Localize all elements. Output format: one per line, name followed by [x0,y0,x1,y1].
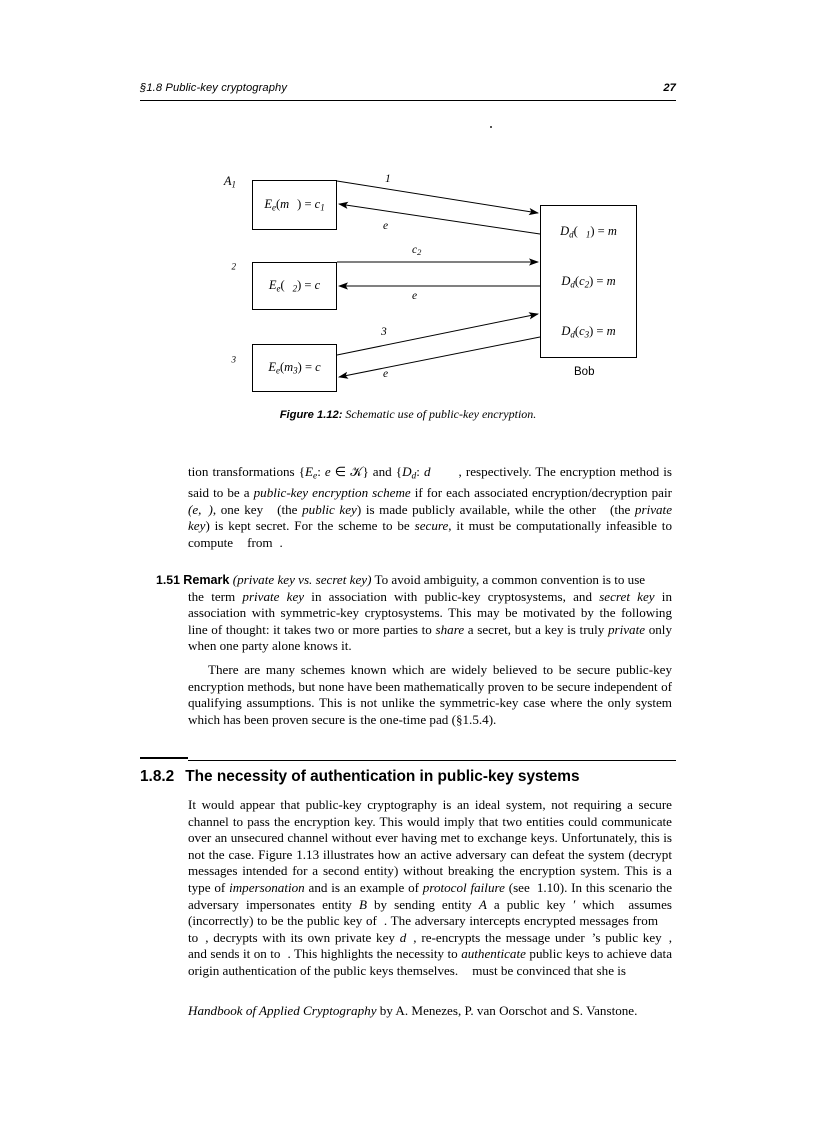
figure-1-12 [140,110,676,430]
encrypt-box-2 [252,262,337,310]
paragraph-transformations-text: tion transformations {$E_e$: e ∈ 𝒦} and {$D_d$: d , respectively. The encryption method is said to be a public-key encryption scheme if for each associated encryption/decryption pair (e, ), one key (the public key) is made publicly available, while the other (the private key) is kept secret. For the scheme to be secure, it must be computationally infeasible to compute from . [188,464,673,550]
arrow-label-mid-out: $c_2$ [412,244,422,258]
arrow-label-bot-out: 3 [381,326,387,338]
encrypt-box-3-expr: $E_e(m_3) = c$ [268,360,321,376]
entity-label-bob: Bob [574,366,595,378]
paragraph-necessity-text: It would appear that public-key cryptography is an ideal system, not requiring a secure channel to pass the encryption key. This would imply that two entities could communicate over an unsecured channel without ever having met to exchange keys. Unfortunately, this is not the case. Figure 1.13 illustrates how an active adversary can defeat the system (decrypt messages intended for a second entity) without breaking the encryption system. This is a type of impersonation and is an example of protocol failure (see 1.10). In this scenario the adversary impersonates entity B by sending entity A a public key ′ which assumes (incorrectly) to be the public key of . The adversary intercepts encrypted messages fromto , decrypts with its own private key d , re-encrypts the message under ’s public key , and sends it on to . This highlights the necessity to authenticate public keys to achieve data origin authentication of the public keys themselves. must be convinced that she is [188,797,673,978]
encrypt-box-1 [252,180,337,230]
arrow-label-bot-in: e [383,368,389,380]
paragraph-necessity [188,797,672,980]
encrypt-box-3 [252,344,337,392]
arrow-label-mid-in: e [412,290,418,302]
running-head-section: §1.8 Public-key cryptography [140,82,288,94]
figure-caption-label: Figure 1.12: [279,409,343,421]
entity-label-a1: $A_1$ [223,174,236,190]
footer-attribution: by A. Menezes, P. van Oorschot and S. Vanstone. [376,1003,638,1018]
running-head-rule [140,100,676,101]
section-number: 1.8.2 [140,768,175,785]
remark-keyword: Remark [183,573,230,587]
decrypt-line-1: $D_d$( $_1$) = m [560,223,617,239]
section-title: The necessity of authentication in public-key systems [185,768,580,785]
section-heading-1-8-2 [140,768,676,786]
arrow-label-top-in: e [383,220,389,232]
section-rule-short [140,757,188,759]
paragraph-transformations [188,464,672,551]
remark-first-line [156,572,672,589]
page-footer [188,1003,676,1019]
remark-number: 1.51 [156,573,180,587]
decrypt-line-2: $D_d(c_2) = m$ [561,273,616,290]
entity-label-a3: 3 [231,354,236,365]
page-number: 27 [663,82,676,94]
paragraph-schemes [188,662,672,728]
footer-book-title: Handbook of Applied Cryptography [188,1003,377,1018]
entity-label-a2: 2 [231,261,236,272]
figure-caption-text: Schematic use of public-key encryption. [345,407,537,421]
remark-body: the term private key in association with public-key cryptosystems, and secret key in association with symmetric-key cryptosystems. This may be motivated by the following line of thought: it takes two or more parties to share a secret, but a key is truly private only when one party alone knows it. [188,588,672,654]
section-rule-long [188,760,676,761]
arrow-label-top-out: 1 [385,173,391,185]
decrypt-box-bob [540,205,637,358]
paragraph-schemes-text: There are many schemes known which are widely believed to be secure public-key encryption methods, but none have been mathematically proven to be secure independent of qualifying assumptions. This is not unlike the symmetric-key case where the only system which has been proven secure is the one-time pad (§1.5.4). [188,662,672,727]
remark-title: (private key vs. secret key) [232,572,372,587]
running-head [140,82,676,102]
encrypt-box-1-expr: $E_e(m$ ) = $c_1$ [264,197,325,213]
figure-caption [140,407,676,422]
encrypt-box-2-expr: $E_e$( $_2$) = c [268,278,321,294]
decrypt-line-3: $D_d(c_3) = m$ [561,324,616,340]
remark-1-51 [156,572,672,655]
remark-lead-text: To avoid ambiguity, a common convention is to use [374,572,646,587]
